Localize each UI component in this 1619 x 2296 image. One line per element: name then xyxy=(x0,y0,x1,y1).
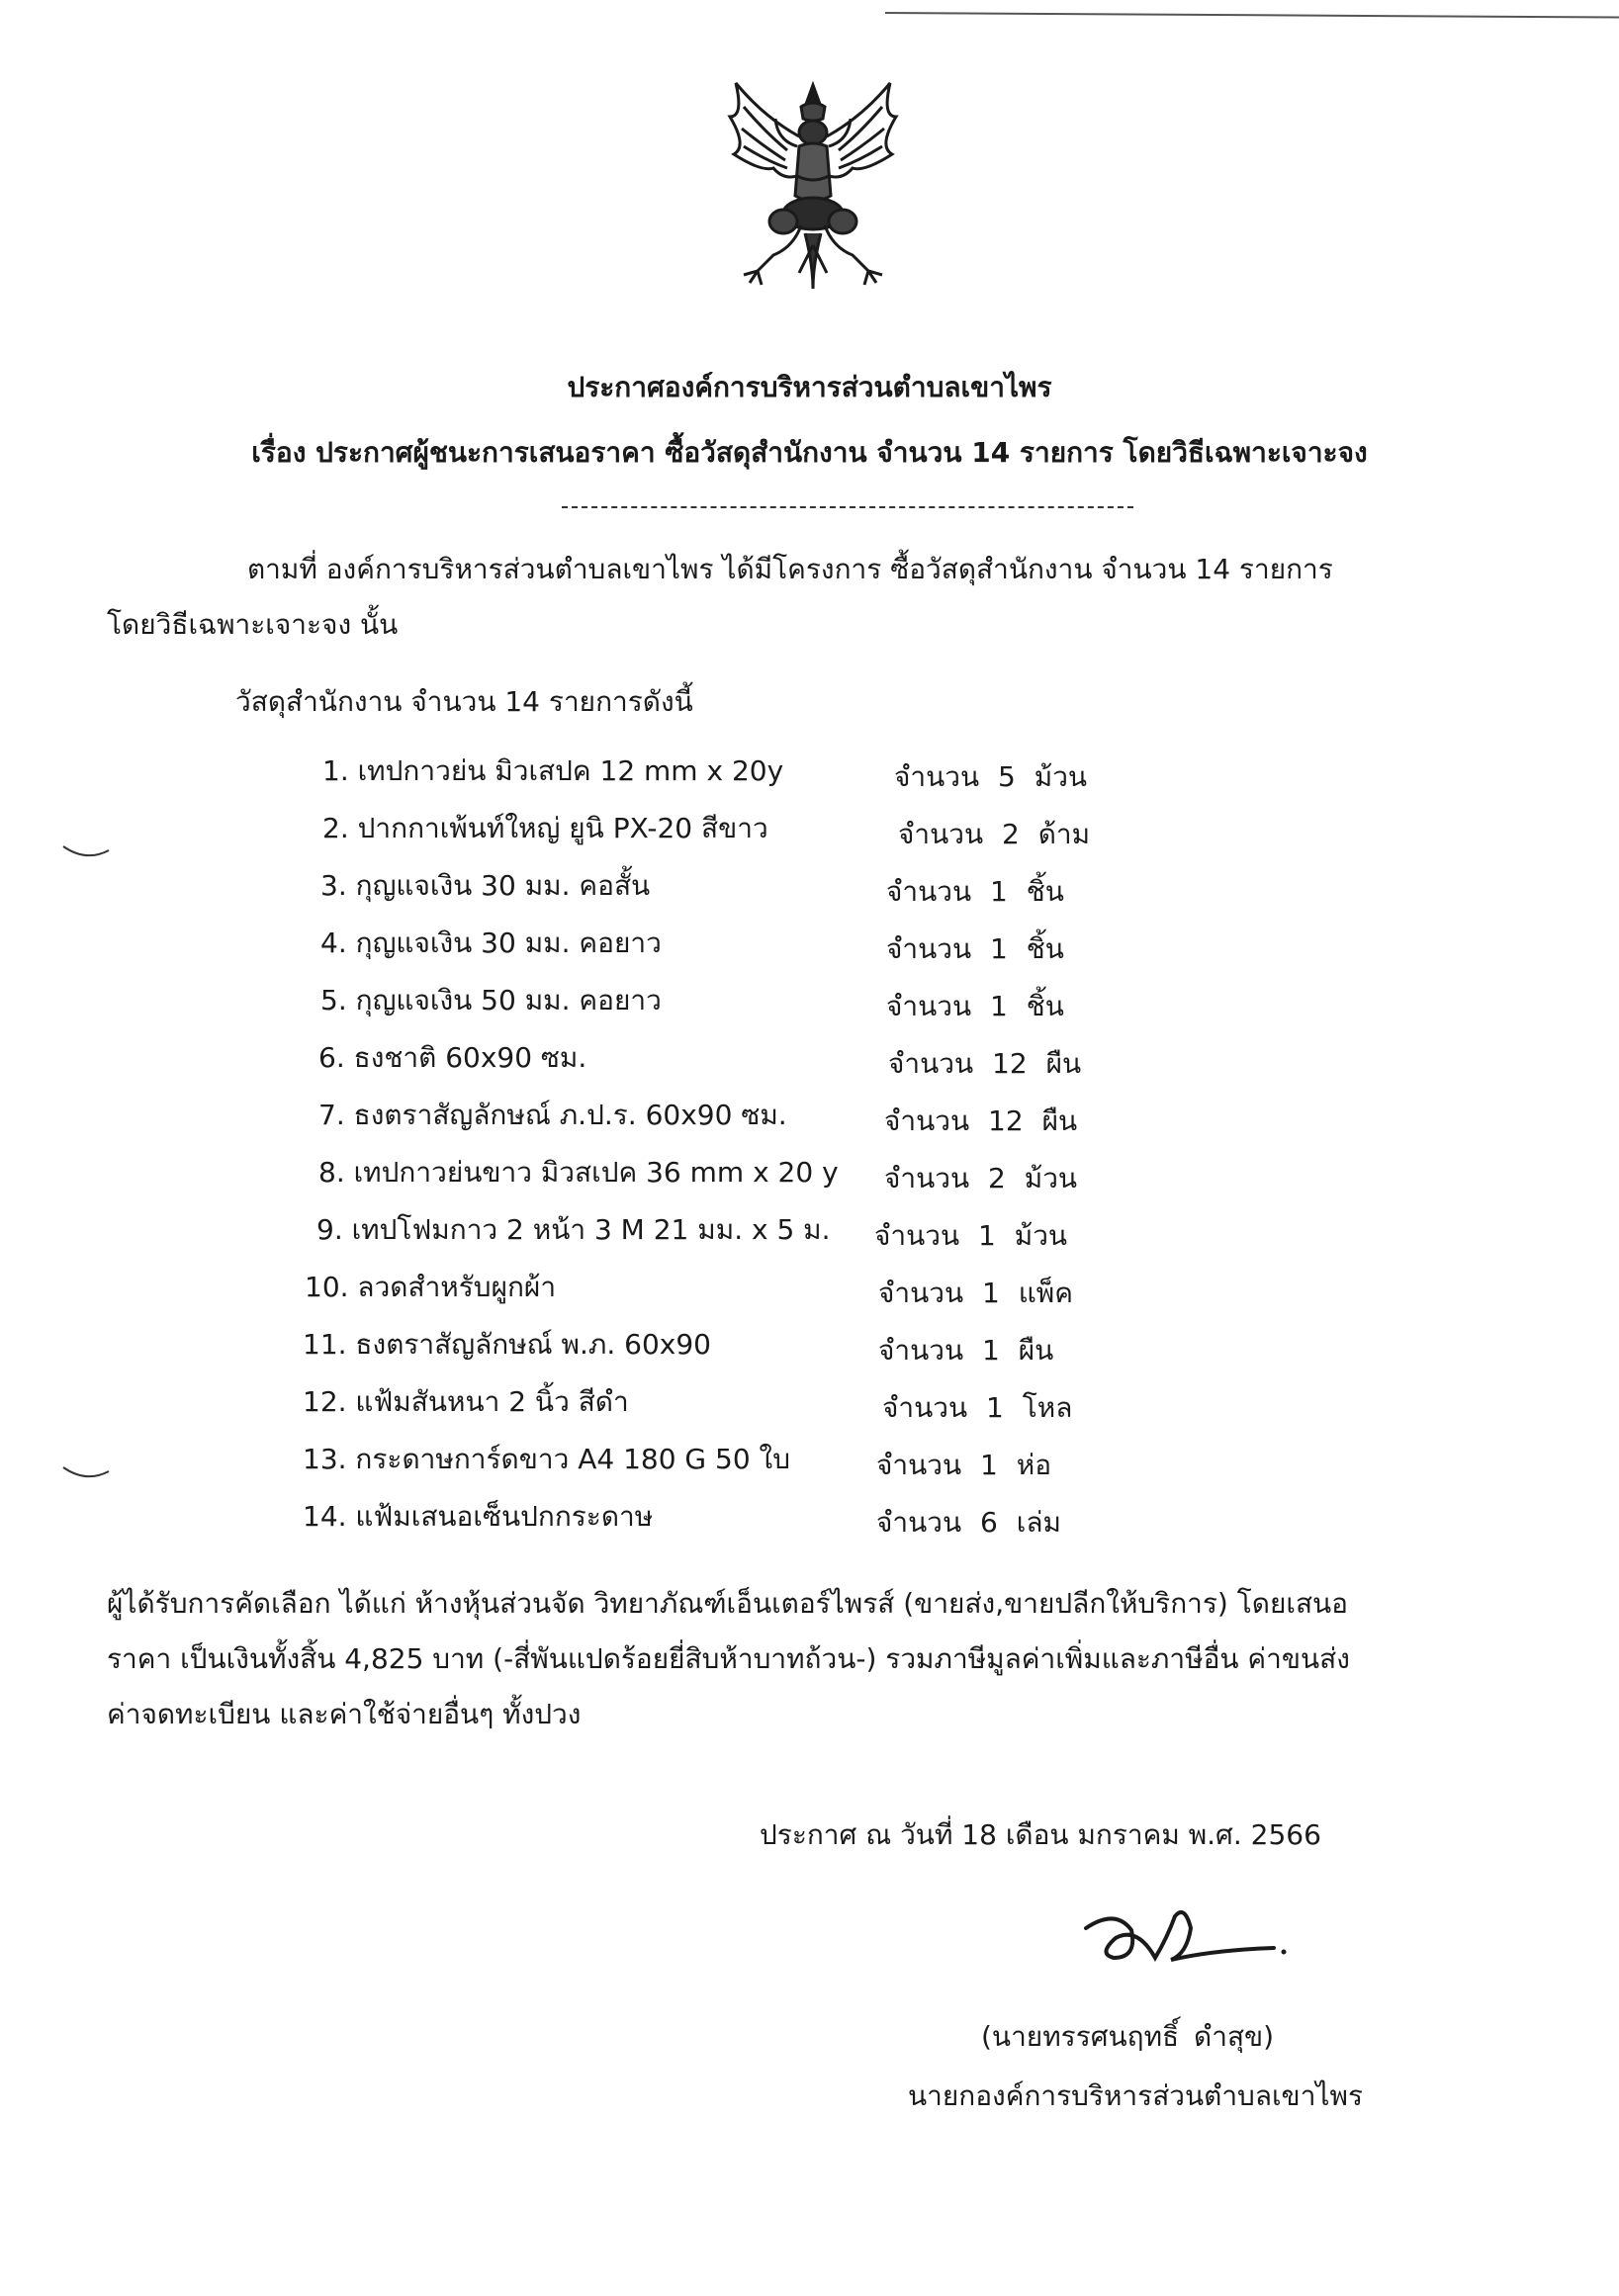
intro-paragraph: ตามที่ องค์การบริหารส่วนตำบลเขาไพร ได้มีโครงการ ซื้อวัสดุสำนักงาน จำนวน 14 รายการ โดยวิธีเฉพาะเจาะจง นั้น xyxy=(107,553,1333,641)
list-item-name: 11. ธงตราสัญลักษณ์ พ.ภ. 60x90 xyxy=(303,1328,711,1361)
dashed-divider xyxy=(562,506,1133,508)
list-item-quantity: จำนวน 2 ม้วน xyxy=(884,1162,1078,1194)
list-item-quantity: จำนวน 1 โหล xyxy=(882,1391,1073,1424)
list-item-quantity: จำนวน 5 ม้วน xyxy=(894,760,1088,793)
list-item-name: 7. ธงตราสัญลักษณ์ ภ.ป.ร. 60x90 ซม. xyxy=(318,1099,787,1131)
list-item-quantity: จำนวน 1 แพ็ค xyxy=(878,1277,1073,1309)
list-item-quantity: จำนวน 1 ผืน xyxy=(878,1334,1054,1367)
signer-title: นายกองค์การบริหารส่วนตำบลเขาไพร xyxy=(908,2079,1363,2112)
list-item-quantity: จำนวน 1 ห่อ xyxy=(876,1449,1052,1481)
list-item-quantity: จำนวน 1 ชิ้น xyxy=(886,990,1064,1022)
list-item-name: 3. กุญแจเงิน 30 มม. คอสั้น xyxy=(320,869,651,902)
handwritten-signature-icon xyxy=(1076,1899,1294,1987)
list-item-name: 10. ลวดสำหรับผูกผ้า xyxy=(305,1271,557,1303)
list-item-quantity: จำนวน 12 ผืน xyxy=(888,1047,1082,1080)
list-item-quantity: จำนวน 2 ด้าม xyxy=(898,818,1091,850)
announcement-date: ประกาศ ณ วันที่ 18 เดือน มกราคม พ.ศ. 2566 xyxy=(760,1818,1321,1851)
list-title: วัสดุสำนักงาน จำนวน 14 รายการดังนี้ xyxy=(235,685,693,718)
garuda-emblem-icon xyxy=(714,77,912,295)
heading-line-1: ประกาศองค์การบริหารส่วนตำบลเขาไพร xyxy=(567,371,1052,403)
list-item-name: 13. กระดาษการ์ดขาว A4 180 G 50 ใบ xyxy=(303,1443,790,1475)
heading-line-2: เรื่อง ประกาศผู้ชนะการเสนอราคา ซื้อวัสดุสำนักงาน จำนวน 14 รายการ โดยวิธีเฉพาะเจาะจง xyxy=(251,436,1368,469)
list-item-name: 2. ปากกาเพ้นท์ใหญ่ ยูนิ PX-20 สีขาว xyxy=(322,812,768,844)
punch-mark-icon xyxy=(61,840,111,870)
list-item-name: 14. แฟ้มเสนอเซ็นปกกระดาษ xyxy=(303,1500,654,1533)
list-item-name: 1. เทปกาวย่น มิวเสปค 12 mm x 20y xyxy=(322,754,784,787)
list-item-name: 5. กุญแจเงิน 50 มม. คอยาว xyxy=(320,984,662,1016)
list-item-quantity: จำนวน 12 ผืน xyxy=(884,1104,1078,1137)
list-item-name: 9. เทปโฟมกาว 2 หน้า 3 M 21 มม. x 5 ม. xyxy=(316,1213,831,1246)
list-item-name: 8. เทปกาวย่นขาว มิวสเปค 36 mm x 20 y xyxy=(318,1156,839,1189)
list-item-quantity: จำนวน 1 ชิ้น xyxy=(886,875,1064,908)
signer-name: (นายทรรศนฤทธิ์ ดำสุข) xyxy=(981,2020,1275,2053)
list-item-name: 4. กุญแจเงิน 30 มม. คอยาว xyxy=(320,927,662,959)
list-item-quantity: จำนวน 1 ชิ้น xyxy=(886,932,1064,965)
list-item-quantity: จำนวน 1 ม้วน xyxy=(874,1219,1068,1252)
list-item-name: 6. ธงชาติ 60x90 ซม. xyxy=(318,1041,587,1074)
winner-paragraph: ผู้ได้รับการคัดเลือก ได้แก่ ห้างหุ้นส่วนจัด วิทยาภัณฑ์เอ็นเตอร์ไพรส์ (ขายส่ง,ขายปลีกให้บริการ) โดยเสนอราคา เป็นเงินทั้งสิ้น 4,825 บาท (-สี่พันแปดร้อยยี่สิบห้าบาทถ้วน-) รวมภาษีมูลค่าเพิ่มและภาษีอื่น ค่าขนส่ง ค่าจดทะเบียน และค่าใช้จ่ายอื่นๆ ทั้งปวง xyxy=(107,1587,1350,1730)
list-item-name: 12. แฟ้มสันหนา 2 นิ้ว สีดำ xyxy=(303,1385,629,1418)
punch-mark-icon xyxy=(61,1461,111,1491)
scan-edge-line xyxy=(885,12,1619,19)
list-item-quantity: จำนวน 6 เล่ม xyxy=(876,1506,1061,1539)
